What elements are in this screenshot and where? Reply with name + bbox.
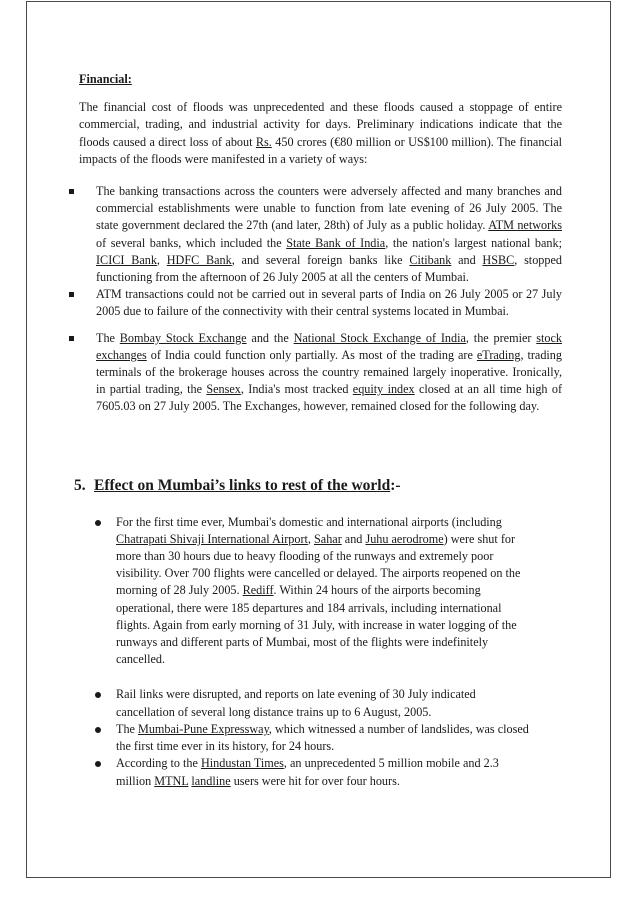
rediff-link[interactable]: Rediff (242, 583, 274, 598)
sahar-link[interactable]: Sahar (314, 531, 342, 546)
list-item: The Bombay Stock Exchange and the National Stock Exchange of India, the premier stock exchanges of India could function only partially. As most of the trading are eTrading, trading terminals of the brokerage houses across the country remained largely inoperative. Ironically, in partial trading, the Sensex, India's most tracked equity index closed at an all time high of 7605.03 on 27 July 2005. The Exchanges, however, remained closed for the following day. (79, 330, 562, 416)
national-stock-exchange-link[interactable]: National Stock Exchange of India (293, 330, 466, 345)
financial-intro: The financial cost of floods was unprecedented and these floods caused a stoppage of entire commercial, trading, and industrial activity for days. Preliminary indications indicate that the floods caused a direct loss of about Rs. 450 crores (€80 million or US$100 million). The financial impacts of the floods were manifested in a variety of ways: (79, 100, 563, 166)
list-item: For the first time ever, Mumbai's domestic and international airports (including Chatrapati Shivaji International Airport, Sahar and Juhu aerodrome) were shut for more than 30 hours due to heavy flooding of the runways and extremely poor visibility. Over 700 flights were cancelled or delayed. The airports reopened on the morning of 28 July 2005. Rediff. Within 24 hours of the airports becoming operational, there were 185 departures and 184 arrivals, including international flights. Again from early morning of 31 July, with increase in water logging of the runways and different parts of Mumbai, most of the flights were indefinitely cancelled. (79, 514, 536, 669)
mumbai-pune-expressway-link[interactable]: Mumbai-Pune Expressway (138, 721, 269, 736)
list-item: The banking transactions across the counters were adversely affected and many branches and commercial establishments were unable to function from late evening of 26 July 2005. The state government declared the 27th (and later, 28th) of July as a public holiday. ATM networks of several banks, which included the State Bank of India, the nation's largest national bank; ICICI Bank, HDFC Bank, and several foreign banks like Citibank and HSBC, stopped functioning from the afternoon of 26 July 2005 at all the centers of Mumbai. (79, 183, 562, 286)
links-effects-list (79, 514, 562, 790)
list-item: ATM transactions could not be carried out in several parts of India on 26 July 2005 or 27 July 2005 due to failure of the connectivity with their central systems located in Mumbai. (79, 286, 562, 320)
mtnl-link[interactable]: MTNL (154, 773, 189, 788)
landline-link[interactable]: landline (191, 773, 231, 788)
bombay-stock-exchange-link[interactable]: Bombay Stock Exchange (119, 330, 247, 345)
icici-bank-link[interactable]: ICICI Bank (96, 252, 157, 267)
state-bank-of-india-link[interactable]: State Bank of India (286, 235, 386, 250)
document-body (74, 71, 563, 790)
list-item: The Mumbai-Pune Expressway, which witnessed a number of landslides, was closed the first time ever in its history, for 24 hours. (79, 721, 536, 755)
list-item: Rail links were disrupted, and reports on late evening of 30 July indicated cancellation of several long distance trains up to 6 August, 2005. (79, 686, 536, 720)
list-item: According to the Hindustan Times, an unprecedented 5 million mobile and 2.3 million MTNL landline users were hit for over four hours. (79, 755, 536, 789)
hdfc-bank-link[interactable]: HDFC Bank (166, 252, 232, 267)
csia-link[interactable]: Chatrapati Shivaji International Airport (116, 531, 308, 546)
hindustan-times-link[interactable]: Hindustan Times (200, 756, 284, 771)
financial-heading: Financial: (79, 72, 132, 86)
atm-networks-link[interactable]: ATM networks (488, 218, 562, 233)
juhu-aerodrome-link[interactable]: Juhu aerodrome (365, 531, 444, 546)
hsbc-link[interactable]: HSBC (482, 252, 515, 267)
citibank-link[interactable]: Citibank (409, 252, 452, 267)
sensex-link[interactable]: Sensex (206, 382, 241, 397)
stock-exchanges-link[interactable]: stock exchanges (96, 330, 563, 362)
rs-link[interactable]: Rs. (255, 134, 272, 149)
section-title-text: Effect on Mumbai’s links to rest of the world (94, 476, 391, 494)
etrading-link[interactable]: eTrading (476, 347, 521, 362)
financial-impacts-list (79, 183, 562, 416)
section-number: 5. (74, 476, 86, 494)
section-5-title: 5. Effect on Mumbai’s links to rest of the world:- (74, 476, 401, 494)
equity-index-link[interactable]: equity index (352, 382, 415, 397)
